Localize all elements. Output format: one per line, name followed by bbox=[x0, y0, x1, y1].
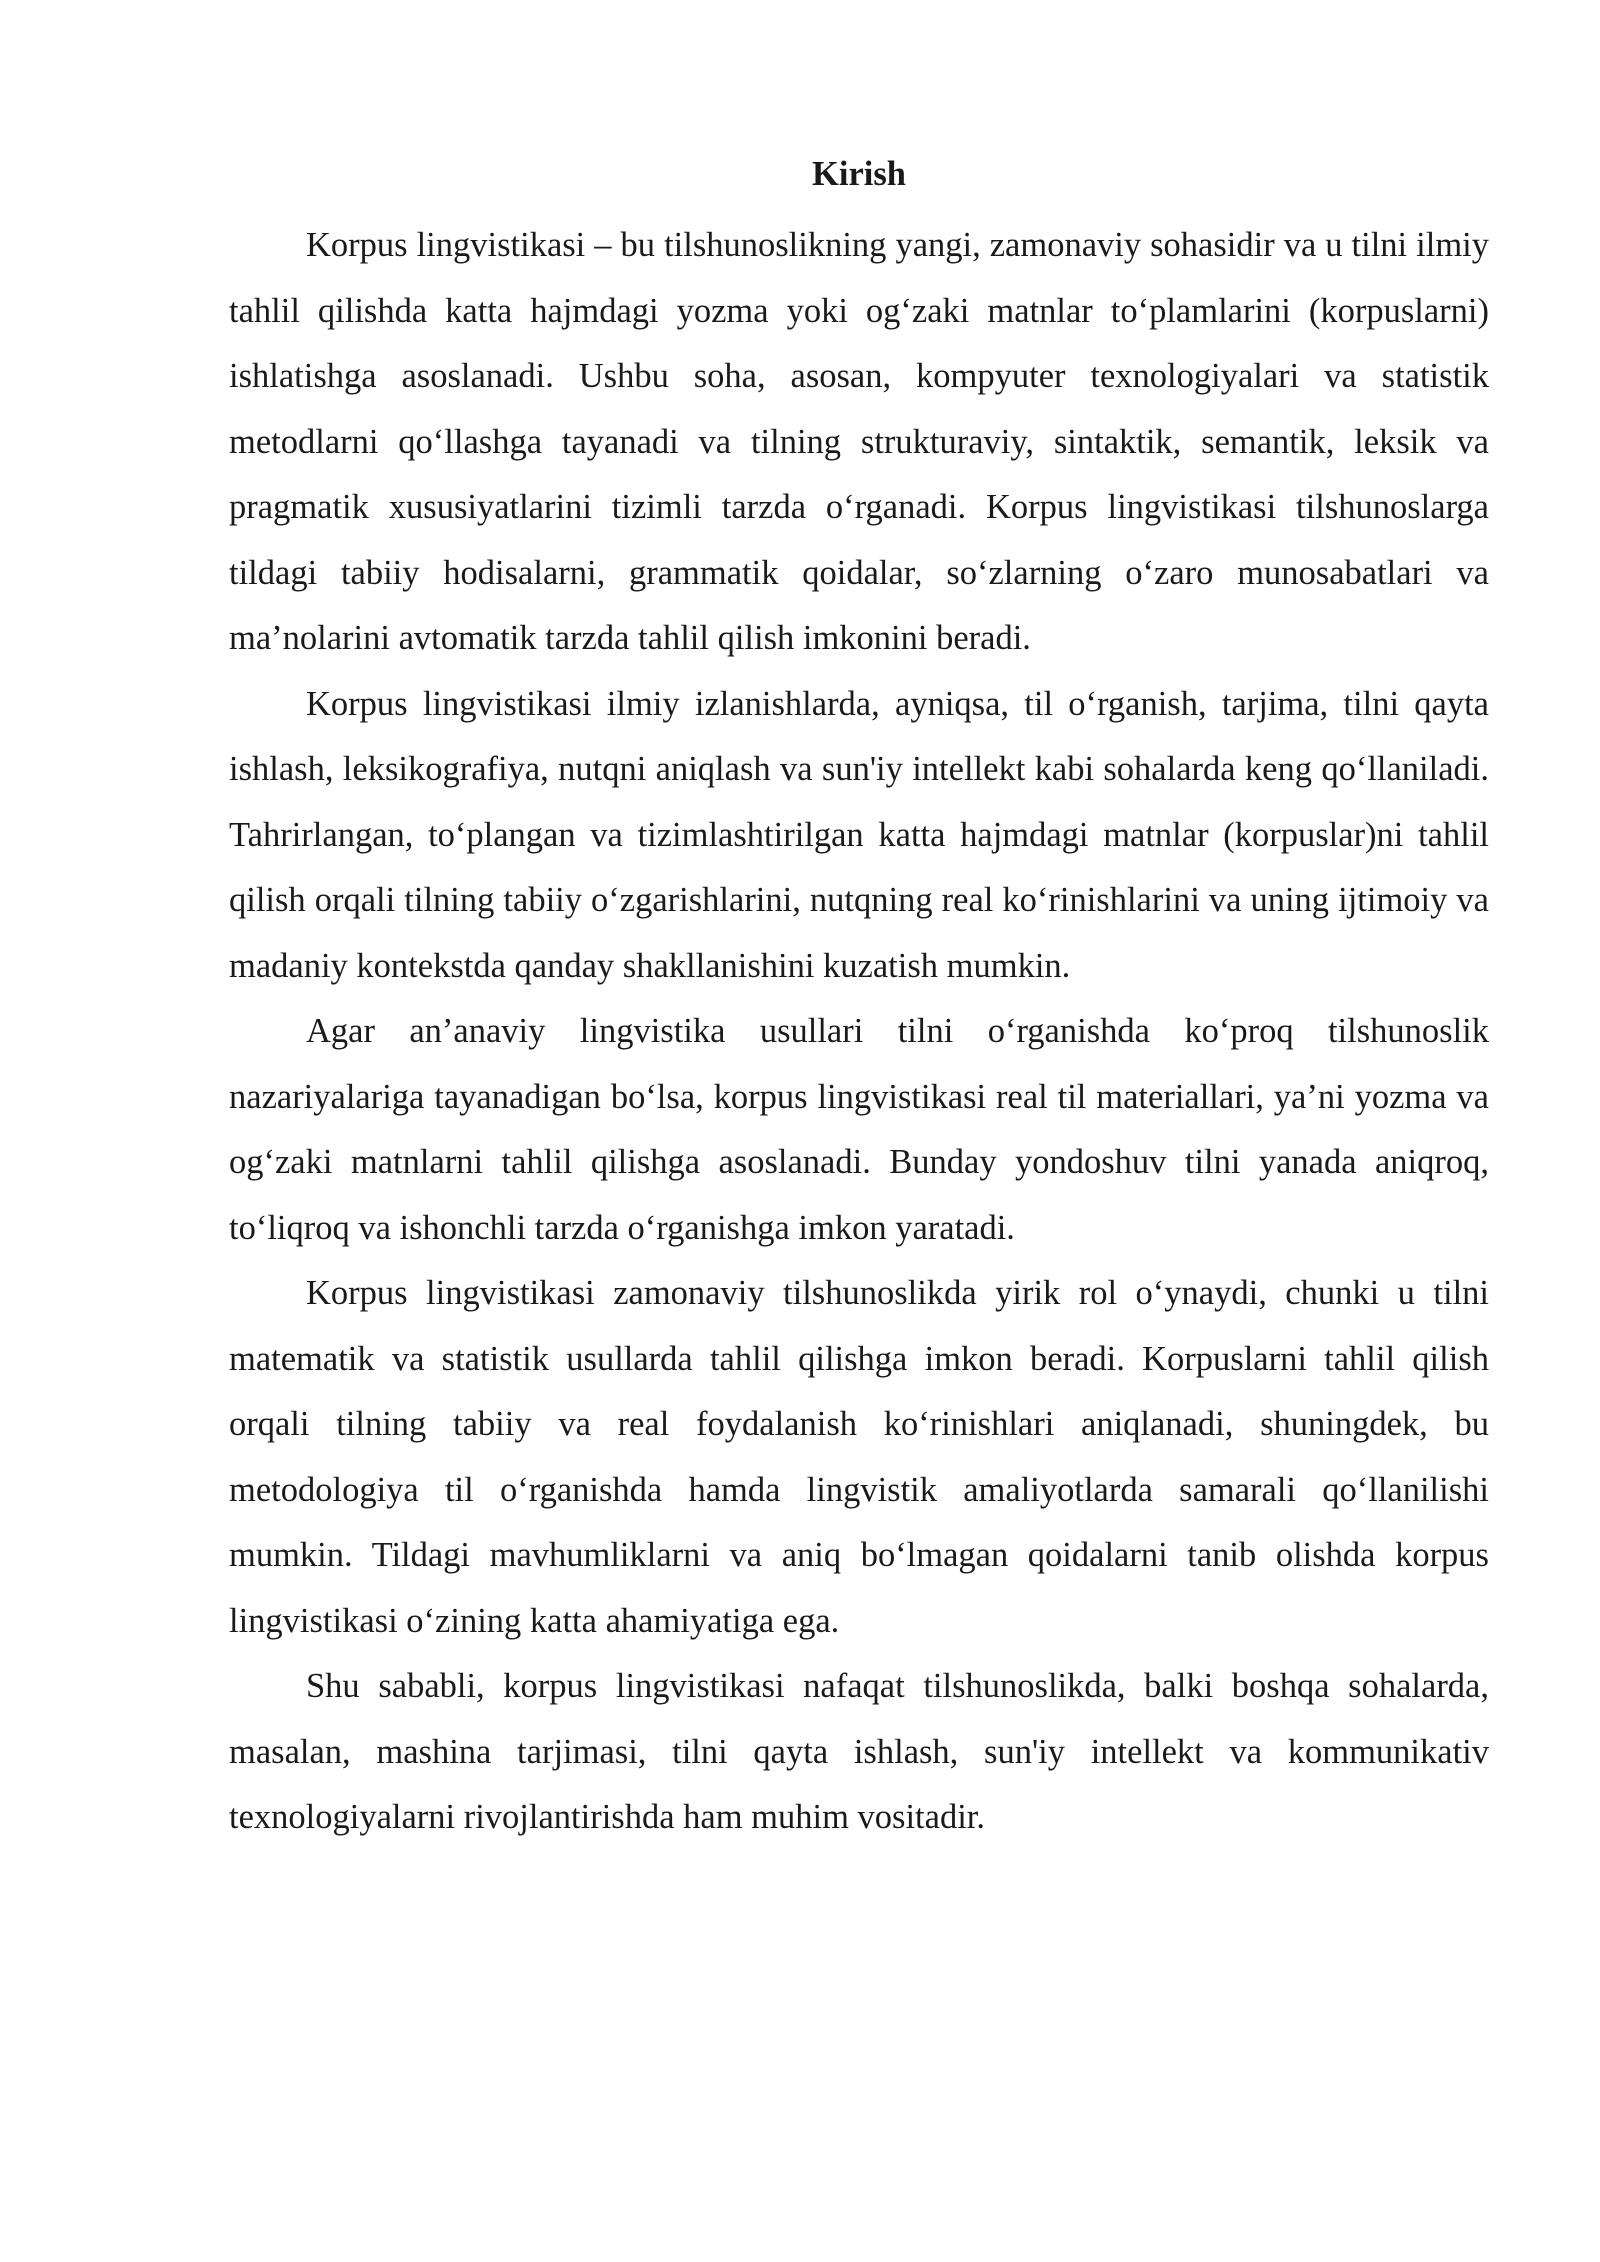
paragraph-3: Agar an’anaviy lingvistika usullari tilni o‘rganishda ko‘proq tilshunoslik nazariyalariga tayanadigan bo‘lsa, korpus lingvistikasi real til materiallari, ya’ni yozma va og‘zaki matnlarni tahlil qilishga asoslanadi. Bunday yondoshuv tilni yanada aniqroq, to‘liqroq va ishonchli tarzda o‘rganishga imkon yaratadi. bbox=[229, 1012, 1489, 1247]
document-title: Kirish bbox=[812, 155, 906, 193]
paragraph-5: Shu sababli, korpus lingvistikasi nafaqat tilshunoslikda, balki boshqa sohalarda, masalan, mashina tarjimasi, tilni qayta ishlash, sun'iy intellekt va kommunikativ texnologiyalarni rivojlantirishda ham muhim vositadir. bbox=[229, 1667, 1489, 1836]
paragraph-4: Korpus lingvistikasi zamonaviy tilshunoslikda yirik rol o‘ynaydi, chunki u tilni matematik va statistik usullarda tahlil qilishga imkon beradi. Korpuslarni tahlil qilish orqali tilning tabiiy va real foydalanish ko‘rinishlari aniqlanadi, shuningdek, bu metodologiya til o‘rganishda hamda lingvistik amaliyotlarda samarali qo‘llanilishi mumkin. Tildagi mavhumliklarni va aniq bo‘lmagan qoidalarni tanib olishda korpus lingvistikasi o‘zining katta ahamiyatiga ega. bbox=[229, 1274, 1489, 1640]
document-body bbox=[229, 148, 1489, 1851]
paragraph-1: Korpus lingvistikasi – bu tilshunoslikning yangi, zamonaviy sohasidir va u tilni ilmiy tahlil qilishda katta hajmdagi yozma yoki og‘zaki matnlar to‘plamlarini (korpuslarni) ishlatishga asoslanadi. Ushbu soha, asosan, kompyuter texnologiyalari va statistik metodlarni qo‘llashga tayanadi va tilning strukturaviy, sintaktik, semantik, leksik va pragmatik xususiyatlarini tizimli tarzda o‘rganadi. Korpus lingvistikasi tilshunoslarga tildagi tabiiy hodisalarni, grammatik qoidalar, so‘zlarning o‘zaro munosabatlari va ma’nolarini avtomatik tarzda tahlil qilish imkonini beradi. bbox=[229, 226, 1489, 657]
paragraph-2: Korpus lingvistikasi ilmiy izlanishlarda, ayniqsa, til o‘rganish, tarjima, tilni qayta ishlash, leksikografiya, nutqni aniqlash va sun'iy intellekt kabi sohalarda keng qo‘llaniladi. Tahrirlangan, to‘plangan va tizimlashtirilgan katta hajmdagi matnlar (korpuslar)ni tahlil qilish orqali tilning tabiiy o‘zgarishlarini, nutqning real ko‘rinishlarini va uning ijtimoiy va madaniy kontekstda qanday shakllanishini kuzatish mumkin. bbox=[229, 684, 1489, 985]
